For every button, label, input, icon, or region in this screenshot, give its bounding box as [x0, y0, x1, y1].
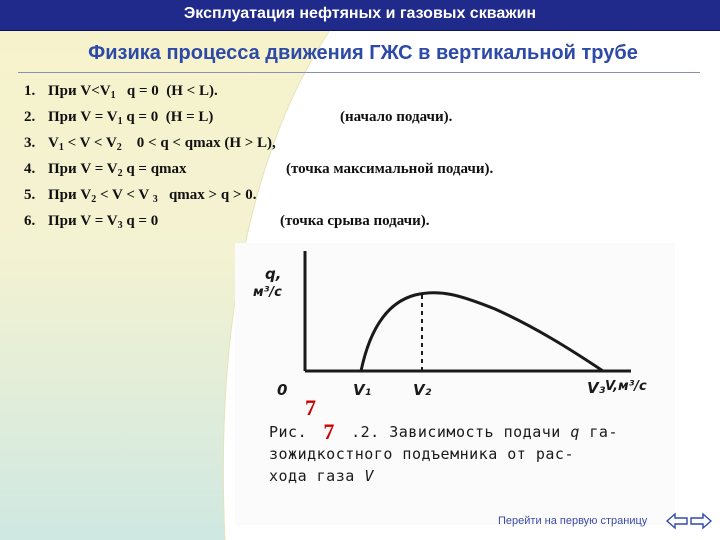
- y-axis-unit: м³/с: [253, 285, 282, 300]
- item-text: 0 < q < qmax (H > L),: [121, 135, 276, 151]
- list-item: [24, 104, 704, 130]
- item-note: (начало подачи).: [340, 109, 453, 125]
- forward-arrow-icon[interactable]: [690, 512, 712, 530]
- caption-text: Рис.: [269, 423, 308, 441]
- item-text: q = 0 (H = L): [122, 109, 214, 125]
- item-number: 5.: [24, 187, 36, 203]
- v2-label: V₂: [413, 381, 432, 399]
- item-text: При V: [48, 187, 92, 203]
- item-text: V: [48, 135, 59, 151]
- caption-figure-number-red: 7: [323, 419, 335, 444]
- back-arrow-icon[interactable]: [666, 512, 688, 530]
- caption-text: хода газа: [269, 467, 355, 485]
- item-subscript: 1: [117, 116, 123, 127]
- item-number: 4.: [24, 161, 36, 177]
- v3-label: V₃: [587, 379, 606, 397]
- x-axis-unit: V,м³/с: [605, 379, 647, 394]
- caption-line-3: [269, 465, 669, 487]
- list-item: [24, 208, 704, 234]
- v1-label: V₁: [353, 381, 372, 399]
- go-to-first-page-link[interactable]: Перейти на первую страницу: [498, 515, 648, 527]
- item-note: (точка срыва подачи).: [280, 213, 430, 229]
- item-subscript: 2: [117, 168, 123, 179]
- item-subscript: 2: [91, 194, 97, 205]
- delivery-curve: [361, 293, 603, 371]
- item-text: При V = V: [48, 161, 118, 177]
- item-subscript: 2: [116, 142, 122, 153]
- caption-line-1: [269, 421, 669, 443]
- caption-text: га-: [589, 423, 618, 441]
- item-subscript: 1: [58, 142, 64, 153]
- header-title: Эксплуатация нефтяных и газовых скважин: [183, 5, 537, 22]
- condition-list: [24, 78, 704, 234]
- item-subscript: 3: [117, 220, 123, 231]
- list-item: [24, 182, 704, 208]
- item-text: < V < V: [96, 187, 153, 203]
- caption-v: V: [364, 467, 374, 485]
- item-subscript: 1: [110, 90, 116, 101]
- figure-caption: [269, 421, 669, 487]
- item-text: При V = V: [48, 213, 118, 229]
- item-text: При V<V: [48, 83, 111, 99]
- figure-scan: [235, 243, 675, 525]
- list-item: [24, 156, 704, 182]
- item-text: При V = V: [48, 109, 118, 125]
- item-number: 6.: [24, 213, 36, 229]
- y-axis-label: q,: [265, 265, 282, 283]
- item-text: q = 0: [122, 213, 159, 229]
- item-text: qmax > q > 0.: [157, 187, 257, 203]
- item-number: 1.: [24, 83, 36, 99]
- item-note: (точка максимальной подачи).: [286, 161, 494, 177]
- header-bar: [0, 0, 720, 31]
- caption-text: .2. Зависимость подачи: [351, 423, 561, 441]
- title-divider: [18, 72, 700, 73]
- origin-label: 0: [277, 381, 288, 399]
- list-item: [24, 78, 704, 104]
- item-text: < V < V: [63, 135, 117, 151]
- slide-title: Физика процесса движения ГЖС в вертикальной трубе: [88, 42, 638, 64]
- caption-q: q: [570, 423, 580, 441]
- item-number: 2.: [24, 109, 36, 125]
- item-text: q = qmax: [122, 161, 187, 177]
- list-item: [24, 130, 704, 156]
- caption-line-2: зожидкостного подъемника от рас-: [269, 445, 574, 463]
- item-text: q = 0 (H < L).: [115, 83, 218, 99]
- item-number: 3.: [24, 135, 36, 151]
- item-subscript: 3: [152, 194, 158, 205]
- figure-number-red: 7: [305, 395, 316, 420]
